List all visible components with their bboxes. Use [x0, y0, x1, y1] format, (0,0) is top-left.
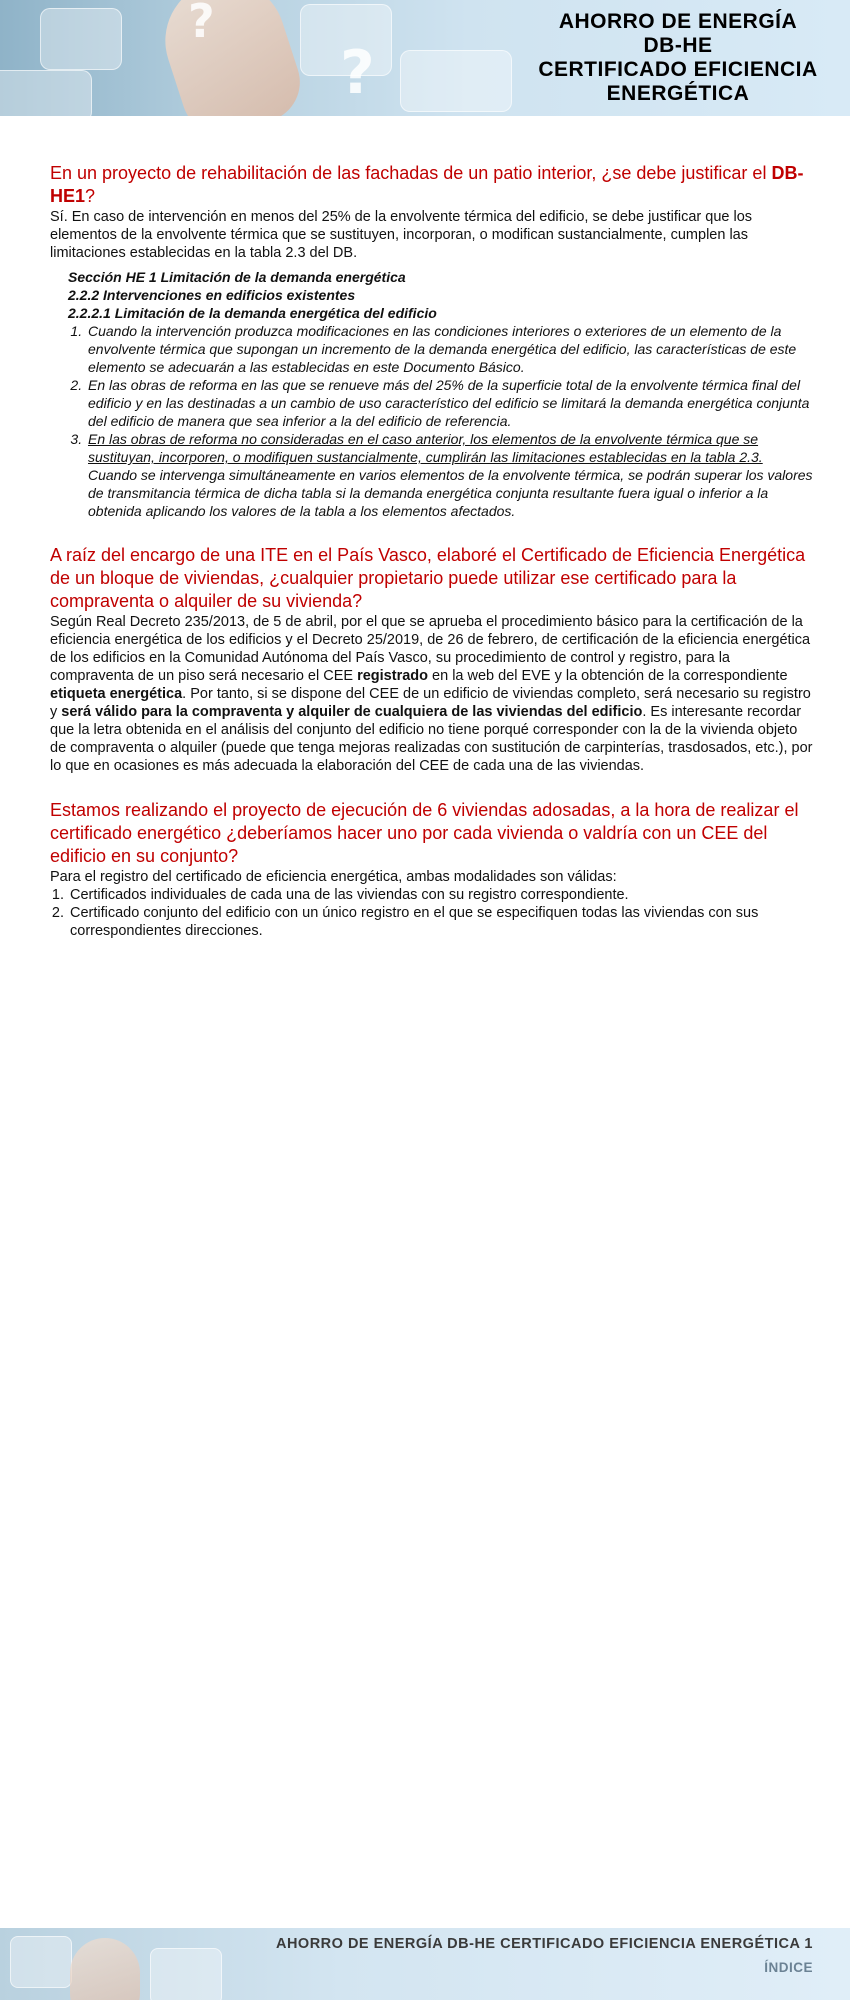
answer-list [50, 886, 814, 940]
header-title-line: DB-HE [643, 34, 713, 57]
faq-answer: Para el registro del certificado de eficiencia energética, ambas modalidades son válidas: [50, 869, 617, 885]
header-title-line: ENERGÉTICA [606, 82, 750, 105]
faq-section-1 [50, 162, 814, 520]
quote-heading: 2.2.2 Intervenciones en edificios existentes [68, 287, 356, 303]
list-item-text: Cuando se intervenga simultáneamente en varios elementos de la envolvente térmica, se podrán superar los valores de transmitancia térmica de dicha tabla si la demanda energética conjunta resultante fuera igual o inferior a la obtenida aplicando los valores de la tabla a los elementos afectados. [88, 467, 813, 519]
faq-answer [50, 613, 814, 775]
decorative-tile [0, 70, 92, 116]
decorative-tile [400, 50, 512, 112]
quote-heading: Sección HE 1 Limitación de la demanda energética [68, 269, 406, 285]
faq-section-3 [50, 799, 814, 940]
regulation-quote [68, 268, 814, 520]
question-highlight: DB-HE1 [50, 163, 804, 206]
decorative-tile [150, 1948, 222, 2000]
faq-question: A raíz del encargo de una ITE en el País Vasco, elaboré el Certificado de Eficiencia Energética de un bloque de viviendas, ¿cualquier propietario puede utilizar ese certificado para la compraventa o alquiler de su vivienda? [50, 545, 806, 611]
answer-emphasis: será válido para la compraventa y alquiler de cualquiera de las viviendas del edificio [61, 704, 643, 720]
decorative-tile [10, 1936, 72, 1988]
question-text: En un proyecto de rehabilitación de las fachadas de un patio interior, ¿se debe justificar el [50, 163, 772, 183]
header-title [528, 10, 828, 106]
answer-text: en la web del EVE y la obtención de la correspondiente [428, 668, 788, 684]
footer-title: AHORRO DE ENERGÍA DB-HE CERTIFICADO EFICIENCIA ENERGÉTICA 1 [275, 1936, 813, 1952]
list-item [86, 430, 814, 520]
list-item: 1. Cuando la intervención produzca modificaciones en las condiciones interiores o exteriores de un elemento de la envolvente térmica que supongan un incremento de la demanda energética del edificio, las características de este elemento se adecuarán a las establecidas en este Documento Básico. [86, 322, 814, 376]
question-text: ? [85, 186, 96, 206]
answer-text: . Por tanto, si se dispone del CEE de un edificio de viviendas completo, será necesario su registro y [50, 686, 811, 720]
quote-list [68, 322, 814, 520]
faq-section-2 [50, 544, 814, 775]
question-mark-icon: ? [340, 38, 375, 108]
answer-text: Según Real Decreto 235/2013, de 5 de abril, por el que se aprueba el procedimiento básico para la certificación de la eficiencia energética de los edificios y el Decreto 25/2019, de 26 de febrero, de certificación de la eficiencia energética de los edificios en la Comunidad Autónoma del País Vasco, su procedimiento de control y registro, para la compraventa de un piso será necesario el CEE [50, 614, 811, 684]
main-content [50, 162, 814, 940]
decorative-tile [40, 8, 122, 70]
list-item: 2. En las obras de reforma en las que se renueve más del 25% de la superficie total de la envolvente térmica final del edificio y en las destinadas a un cambio de uso característico del edificio se limitará la demanda energética conjunta del edificio de manera que sea inferior a la del edificio de referencia. [86, 376, 814, 430]
finger-image [150, 0, 310, 116]
list-item: 1. Certificados individuales de cada una de las viviendas con su registro correspondiente. [68, 886, 814, 904]
header-banner [0, 0, 850, 116]
quote-heading: 2.2.2.1 Limitación de la demanda energética del edificio [68, 305, 437, 321]
faq-answer: Sí. En caso de intervención en menos del 25% de la envolvente térmica del edificio, se debe justificar que los elementos de la envolvente térmica que se sustituyen, incorporan, o modifican sustancialmente, cumplen las limitaciones establecidas en la tabla 2.3 del DB. [50, 209, 753, 261]
question-mark-icon: ? [188, 0, 215, 48]
answer-emphasis: registrado [357, 668, 429, 684]
header-title-line: CERTIFICADO EFICIENCIA [538, 58, 818, 81]
index-link[interactable]: ÍNDICE [764, 1960, 813, 1975]
finger-image [70, 1938, 140, 2000]
header-title-line: AHORRO DE ENERGÍA [558, 10, 798, 33]
faq-question: Estamos realizando el proyecto de ejecución de 6 viviendas adosadas, a la hora de realizar el certificado energético ¿deberíamos hacer uno por cada vivienda o valdría con un CEE del edificio en su conjunto? [50, 800, 799, 866]
footer-banner [0, 1928, 850, 2000]
underlined-text: En las obras de reforma no consideradas en el caso anterior, los elementos de la envolvente térmica que se sustituyan, incorporen, o modifiquen sustancialmente, cumplirán las limitaciones establecidas en la tabla 2.3. [88, 431, 763, 465]
answer-emphasis: etiqueta energética [50, 686, 183, 702]
answer-text: . Es interesante recordar que la letra obtenida en el análisis del conjunto del edificio no tiene porqué corresponder con la de la vivienda objeto de compraventa o alquiler (puede que tenga mejoras realizadas con sustitución de carpinterías, trasdosados, etc.), por lo que en ocasiones es más adecuada la elaboración del CEE de cada una de las viviendas. [50, 704, 813, 774]
faq-question [50, 162, 814, 208]
list-item: 2. Certificado conjunto del edificio con un único registro en el que se especifiquen todas las viviendas con sus correspondientes direcciones. [68, 904, 814, 940]
